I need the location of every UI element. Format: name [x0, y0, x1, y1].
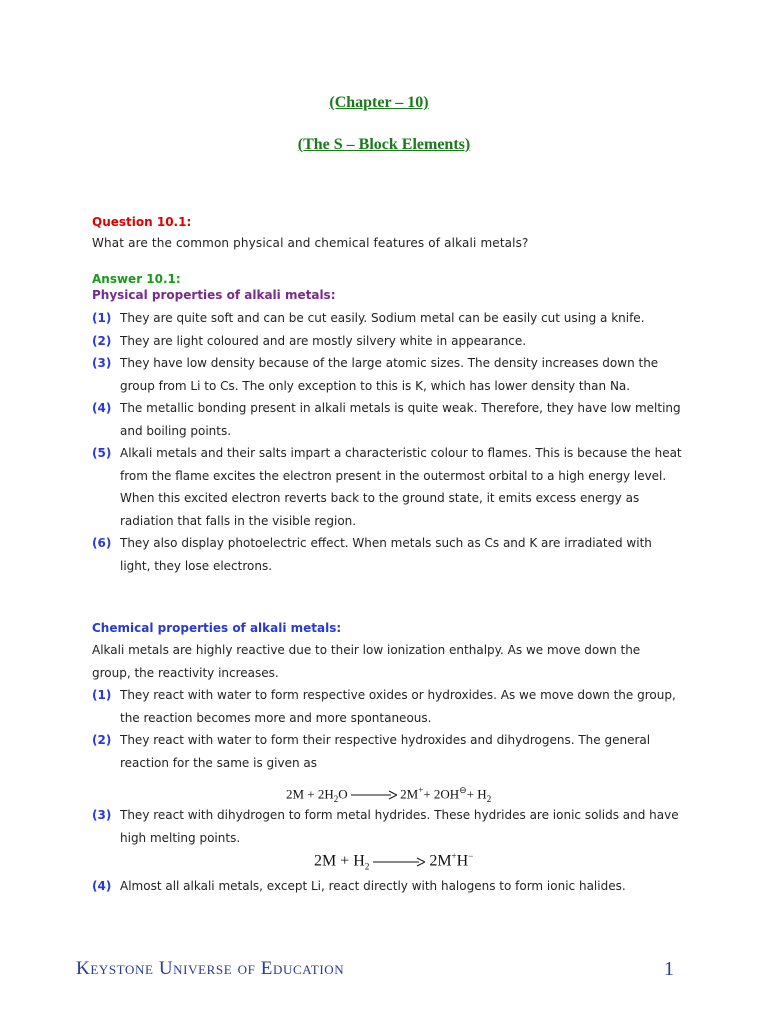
equation-term: 2M + H: [314, 852, 365, 870]
equation-term: 2M: [400, 786, 419, 802]
equation-term: 2M: [429, 852, 452, 870]
equation-term: + H: [466, 786, 487, 802]
chemical-intro: Alkali metals are highly reactive due to their low ionization enthalpy. As we move down the group, the reactivity increases.: [92, 643, 641, 680]
item-text: They are quite soft and can be cut easily. Sodium metal can be easily cut using a knife.: [120, 311, 645, 325]
item-number: (2): [92, 333, 112, 348]
question-text: What are the common physical and chemical features of alkali metals?: [92, 236, 529, 250]
list-item: [92, 307, 682, 330]
hydride-reaction-equation: [314, 851, 473, 872]
equation-subscript: 2: [333, 793, 339, 804]
physical-properties-list: [92, 307, 682, 577]
item-text: They are light coloured and are mostly silvery white in appearance.: [120, 333, 527, 348]
item-number: (4): [92, 879, 112, 893]
page-number: 1: [664, 958, 674, 980]
equation-term: 2M + 2H: [286, 786, 334, 802]
physical-properties-heading: Physical properties of alkali metals:: [92, 288, 336, 302]
item-number: (3): [92, 356, 112, 370]
equation-superscript: −: [468, 851, 474, 861]
list-item: [92, 729, 682, 774]
equation-superscript: +: [451, 851, 457, 861]
equation-subscript: 2: [364, 861, 370, 872]
item-text: They react with water to form respective oxides or hydroxides. As we move down the group, the reaction becomes more and more spontaneous.: [120, 688, 676, 725]
chemical-properties-list-c: [92, 875, 682, 898]
chapter-title: (The S – Block Elements): [297, 136, 471, 153]
list-item: [92, 804, 682, 849]
item-number: (2): [92, 733, 112, 747]
footer-publisher: Keystone Universe of Education: [76, 958, 345, 979]
chemical-properties-list-b: [92, 804, 682, 849]
item-number: (4): [92, 401, 112, 415]
item-text: They also display photoelectric effect. When metals such as Cs and K are irradiated with light, they lose electrons.: [120, 536, 652, 573]
list-item: [92, 875, 682, 898]
equation-superscript: ⊖: [459, 785, 467, 795]
equation-subscript: 2: [486, 793, 492, 804]
item-text: They react with water to form their respective hydroxides and dihydrogens. The general reaction for the same is given as: [120, 733, 651, 770]
equation-term: O: [338, 786, 348, 802]
item-text: Alkali metals and their salts impart a characteristic colour to flames. This is because the heat from the flame excites the electron present in the outermost orbital to a high energy level. When this excited electron reverts back to the ground state, it emits excess energy as radiation that falls in the visible region.: [120, 446, 682, 528]
reaction-arrow-icon: [351, 790, 397, 800]
item-number: (3): [92, 808, 112, 822]
water-reaction-equation: [286, 785, 491, 804]
item-text: They have low density because of the large atomic sizes. The density increases down the group from Li to Cs. The only exception to this is K, which has lower density than Na.: [120, 356, 659, 393]
list-item: [92, 352, 682, 397]
equation-term: H: [456, 852, 469, 870]
item-number: (1): [92, 688, 112, 702]
reaction-arrow-icon: [373, 857, 425, 867]
list-item: [92, 330, 682, 353]
list-item: [92, 532, 682, 577]
answer-label: Answer 10.1:: [92, 272, 181, 286]
equation-superscript: +: [418, 785, 424, 795]
item-number: (5): [92, 446, 112, 460]
chapter-number: (Chapter – 10): [329, 94, 429, 111]
item-text: Almost all alkali metals, except Li, react directly with halogens to form ionic halides.: [120, 879, 626, 893]
list-item: [92, 442, 682, 532]
chemical-properties-list-a: [92, 684, 682, 774]
item-number: (1): [92, 311, 112, 325]
item-text: They react with dihydrogen to form metal hydrides. These hydrides are ionic solids and have high melting points.: [120, 808, 679, 845]
list-item: [92, 397, 682, 442]
equation-term: + 2OH: [423, 786, 460, 802]
question-label: Question 10.1:: [92, 215, 192, 229]
list-item: [92, 684, 682, 729]
item-number: (6): [92, 536, 112, 550]
chemical-properties-heading: Chemical properties of alkali metals:: [92, 621, 342, 635]
item-text: The metallic bonding present in alkali metals is quite weak. Therefore, they have low melting and boiling points.: [120, 401, 681, 438]
